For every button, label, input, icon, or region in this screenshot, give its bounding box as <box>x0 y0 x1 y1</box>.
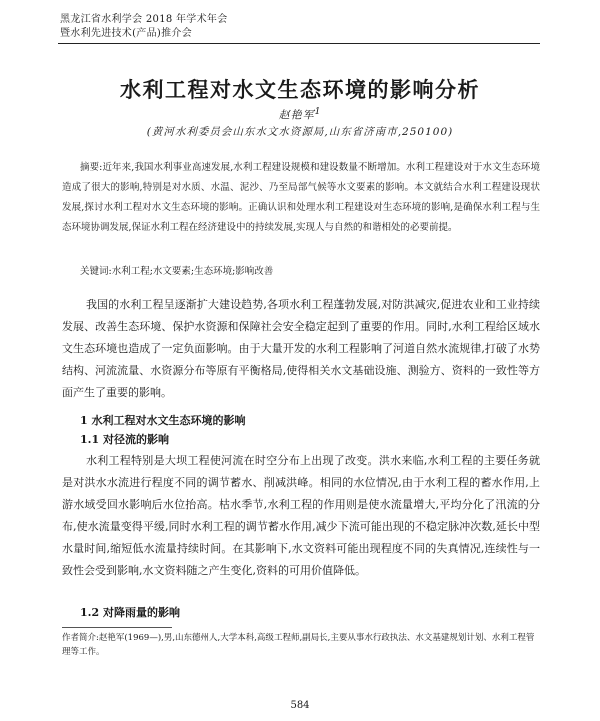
section-heading-1: 1 水利工程对水文生态环境的影响 <box>80 414 246 427</box>
abstract-label: 摘要: <box>80 162 103 173</box>
abstract <box>62 158 540 238</box>
author-name: 赵艳军 <box>278 108 315 122</box>
section-heading-1-2: 1.2 对降雨量的影响 <box>80 606 180 619</box>
author-superscript: 1 <box>314 106 322 117</box>
running-header <box>60 13 228 41</box>
body-paragraph-2: 水利工程特别是大坝工程使河流在时空分布上出现了改变。洪水来临,水利工程的主要任务就是对洪水水流进行程度不同的调节蓄水、削减洪峰。相同的水位情况,由于水利工程的蓄水作用,上游水域受回水影响后水位抬高。枯水季节,水利工程的作用则是使水流量增大,平均分化了汛流的分布,使水流量变得平缓,同时水利工程的调节蓄水作用,减少下流可能出现的不稳定脉冲次数,延长中型水量时间,缩短低水流量持续时间。在其影响下,水文资料可能出现程度不同的失真情况,连续性与一致性会受到影响,水文资料随之产生变化,资料的可用价值降低。 <box>62 454 540 577</box>
article-title: 水利工程对水文生态环境的影响分析 <box>120 77 480 102</box>
author-bio-footnote: 作者简介:赵艳军(1969—),男,山东德州人,大学本科,高级工程师,副局长,主要从事水行政执法、水文基建规划计划、水利工程管理等工作。 <box>62 633 535 657</box>
section-heading-1-1: 1.1 对径流的影响 <box>80 433 169 446</box>
page-number: 584 <box>290 700 310 711</box>
keywords <box>80 264 540 280</box>
header-rule <box>58 43 540 44</box>
footnote-rule <box>62 627 172 628</box>
author-line <box>0 106 600 123</box>
body-paragraph-1: 我国的水利工程呈逐渐扩大建设趋势,各项水利工程蓬勃发展,对防洪减灾,促进农业和工业持续发展、改善生态环境、保护水资源和保障社会安全稳定起到了重要的作用。同时,水利工程给区域水文生态环境也造成了一定负面影响。由于大量开发的水利工程影响了河道自然水流规律,打破了水势结构、河流流量、水资源分布等原有平衡格局,使得相关水文基础设施、测验方、资料的一致性等方面产生了重要的影响。 <box>62 298 540 399</box>
keywords-label: 关键词: <box>80 266 112 277</box>
header-line-2: 暨水利先进技术(产品)推介会 <box>60 28 193 39</box>
header-line-1: 黑龙江省水利学会 2018 年学术年会 <box>60 14 228 25</box>
author-affiliation: (黄河水利委员会山东水文水资源局,山东省济南市,250100) <box>146 126 454 138</box>
abstract-text: 近年来,我国水利事业高速发展,水利工程建设规模和建设数量不断增加。水利工程建设对于水文生态环境造成了很大的影响,特别是对水质、水温、泥沙、乃至局部气候等水文要素的影响。本文就结合水利工程建设现状发展,探讨水利工程对水文生态环境的影响。正确认识和处理水利工程建设对生态环境的影响,是确保水利工程与生态环境协调发展,保证水利工程在经济建设中的持续发展,实现人与自然的和谐相处的必要前提。 <box>62 162 540 233</box>
keywords-text: 水利工程;水文要素;生态环境;影响改善 <box>111 266 274 277</box>
